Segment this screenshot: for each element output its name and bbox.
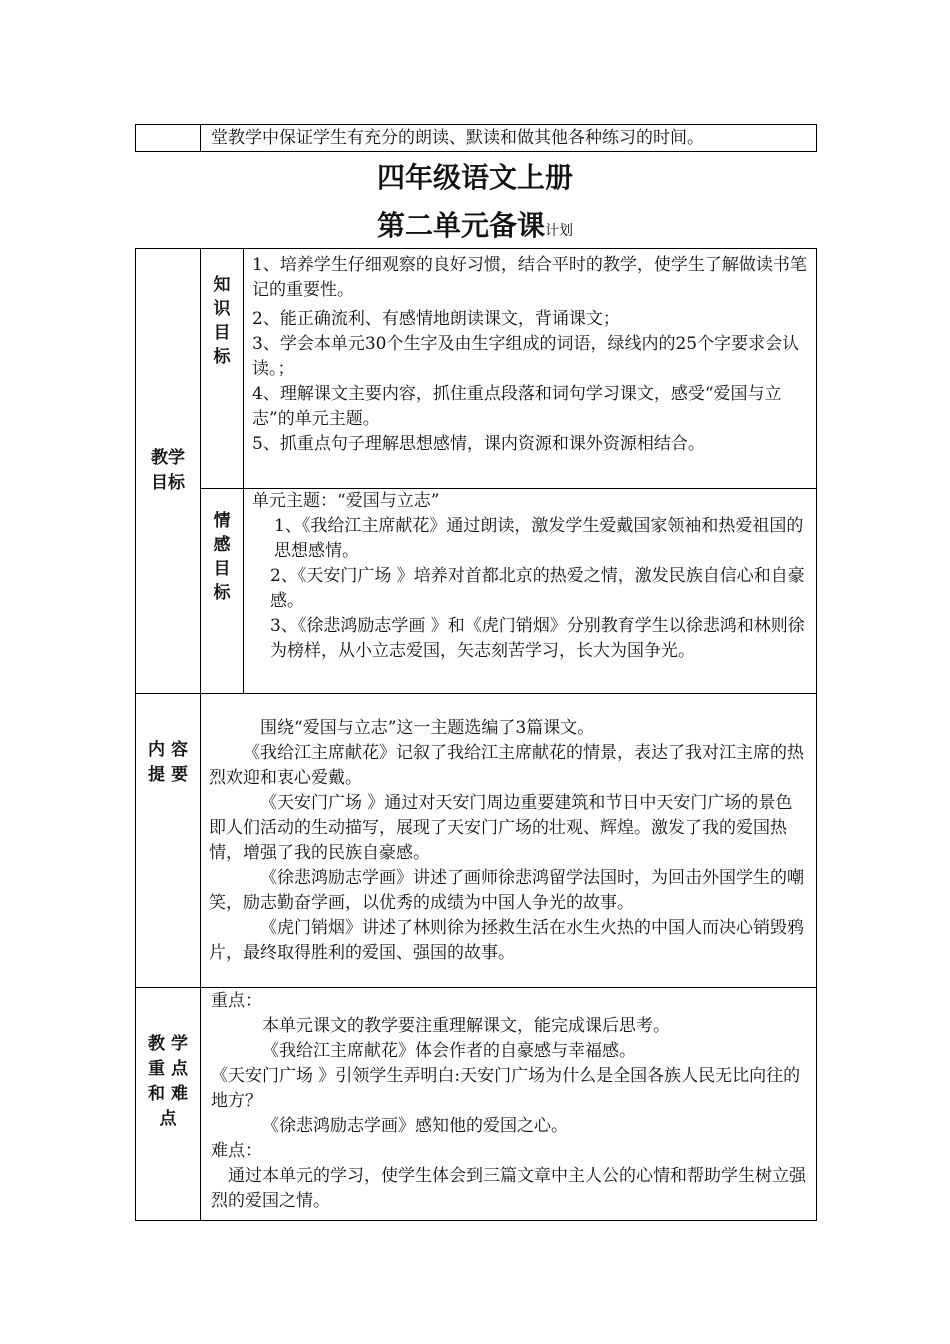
key-points-label-text: 教 学 重 点 和 难 点 [148,1034,188,1129]
table-row [136,125,817,152]
list-item: 2、《天安门广场 》培养对首都北京的热爱之情，激发民族自信心和自豪感。 [270,566,805,611]
goals-label-text: 教学目标 [151,448,185,493]
summary-label [136,694,201,988]
unit-title-suffix: 计划 [545,223,573,239]
table-row [136,694,817,988]
summary-paragraph: 《徐悲鸿励志学画》讲述了画师徐悲鸿留学法国时，为回击外国学生的嘲笑，励志勤奋学画，以优秀的成绩为中国人争光的故事。 [209,868,804,913]
difficulty-heading: 难点： [211,1141,262,1161]
summary-label-text: 内 容 提 要 [148,740,188,785]
table-row [136,988,817,1221]
difficulty-text: 通过本单元的学习，使学生体会到三篇文章中主人公的心情和帮助学生树立强烈的爱国之情。 [211,1166,806,1211]
table-row [136,489,817,694]
document-title: 四年级语文上册 [376,161,573,194]
summary-paragraph: 《天安门广场 》通过对天安门周边重要建筑和节日中天安门广场的景色即人们活动的生动描写，展现了天安门广场的壮观、辉煌。激发了我的爱国热情，增强了我的民族自豪感。 [209,793,793,863]
goals-label [136,249,201,694]
top-continuation-table [135,124,817,152]
summary-paragraph: 《我给江主席献花》记叙了我给江主席献花的情景，表达了我对江主席的热烈欢迎和衷心爱戴。 [209,743,804,788]
list-item: 《徐悲鸿励志学画》感知他的爱国之心。 [262,1116,568,1136]
emotion-label [201,489,244,694]
emotion-goals [244,489,817,694]
unit-title-text: 第二单元备课 [376,209,545,242]
list-item: 《天安门广场 》引领学生弄明白:天安门广场为什么是全国各族人民无比向往的地方？ [211,1066,801,1111]
lesson-plan-table [135,248,817,1221]
unit-theme: 单元主题：“爱国与立志” [252,491,440,511]
continuation-text: 堂教学中保证学生有充分的朗读、默读和做其他各种练习的时间。 [201,125,817,152]
summary-content [201,694,817,988]
list-item: 《我给江主席献花》体会作者的自豪感与幸福感。 [262,1041,636,1061]
list-item: 3、《徐悲鸿励志学画 》和《虎门销烟》分别教育学生以徐悲鸿和林则徐为榜样，从小立志爱国，矢志刻苦学习，长大为国争光。 [270,616,805,661]
table-row [136,249,817,489]
summary-paragraph: 围绕“爱国与立志”这一主题选编了3篇课文。 [260,718,595,738]
list-item: 2、能正确流利、有感情地朗读课文，背诵课文； [252,309,620,329]
key-points-label [136,988,201,1221]
key-points-content [201,988,817,1221]
knowledge-goals [244,249,817,489]
list-item: 5、抓重点句子理解思想感情，课内资源和课外资源相结合。 [252,434,705,454]
emotion-label-text: 情感目标 [213,511,231,603]
empty-label-cell [136,125,201,152]
key-heading: 重点： [211,991,262,1011]
list-item: 本单元课文的教学要注重理解课文，能完成课后思考。 [262,1016,670,1036]
list-item: 3、学会本单元30个生字及由生字组成的词语，绿线内的25个字要求会认读。； [252,334,800,379]
list-item: 1、培养学生仔细观察的良好习惯，结合平时的教学，使学生了解做读书笔记的重要性。 [252,255,807,300]
summary-paragraph: 《虎门销烟》讲述了林则徐为拯救生活在水生火热的中国人而决心销毁鸦片，最终取得胜利的爱国、强国的故事。 [209,918,804,963]
unit-title [0,206,950,251]
knowledge-label-text: 知识目标 [213,275,231,367]
list-item: 1、《我给江主席献花》通过朗读，激发学生爱戴国家领袖和热爱祖国的思想感情。 [274,516,804,561]
list-item: 4、理解课文主要内容，抓住重点段落和词句学习课文，感受“爱国与立志”的单元主题。 [252,384,782,429]
knowledge-label [201,249,244,489]
